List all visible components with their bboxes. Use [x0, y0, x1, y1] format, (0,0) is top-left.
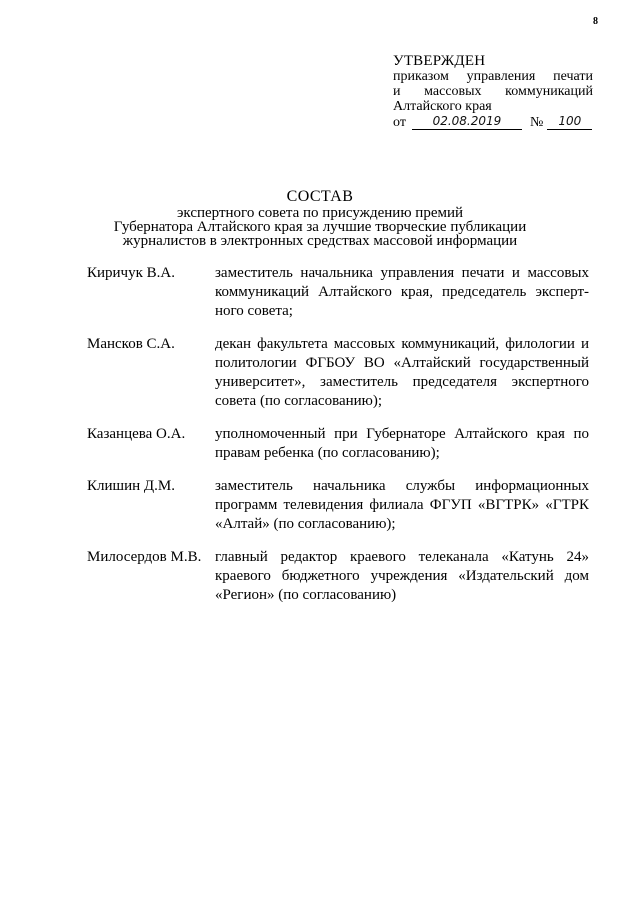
approval-line-1: приказом управления печати: [393, 69, 593, 84]
date-prefix: от: [393, 115, 406, 130]
member-role: заместитель начальника управления печати и массовых коммуникаций Алтайского края, председатель экспертного совета;: [215, 265, 589, 319]
approval-line-3: Алтайского края: [393, 99, 492, 114]
number-sign: №: [529, 115, 544, 130]
document-title: СОСТАВ: [286, 188, 354, 205]
member-role: декан факультета массовых коммуникаций, филологии и политологии ФГБОУ ВО «Алтайский государственный университет», заместитель председателя экспертного совета (по согласованию);: [215, 336, 589, 409]
member-name: Клишин Д.М.: [87, 478, 175, 494]
approval-date-number-line: [393, 114, 593, 130]
member-role: главный редактор краевого телеканала «Катунь 24» краевого бюджетного учреждения «Издательский дом «Регион» (по согласованию): [215, 549, 589, 603]
document-title-block: [100, 190, 540, 248]
member-row: [87, 264, 589, 321]
member-name: Милосердов М.В.: [87, 549, 202, 565]
member-name: Казанцева О.А.: [87, 426, 186, 442]
approval-heading: УТВЕРЖДЕН: [393, 53, 486, 69]
member-role: заместитель начальника службы информационных программ телевидения филиала ФГУП «ВГТРК» «ГТРК «Алтай» (по согласованию);: [215, 478, 589, 532]
member-row: [87, 425, 589, 463]
member-role: уполномоченный при Губернаторе Алтайского края по правам ребенка (по согласованию);: [215, 426, 589, 461]
members-list: [87, 264, 589, 619]
member-row: [87, 548, 589, 605]
approval-line-2: и массовых коммуникаций: [393, 84, 593, 99]
subtitle-line-1: экспертного совета по присуждению премий: [176, 205, 464, 221]
handwritten-date: 02.08.2019: [412, 114, 522, 130]
approval-stamp: [393, 54, 593, 130]
subtitle-line-2: Губернатора Алтайского края за лучшие творческие публикации: [113, 219, 527, 235]
handwritten-number: 100: [547, 114, 592, 130]
member-row: [87, 477, 589, 534]
member-row: [87, 335, 589, 411]
subtitle-line-3: журналистов в электронных средствах массовой информации: [122, 233, 518, 249]
member-name: Мансков С.А.: [87, 336, 175, 352]
member-name: Киричук В.А.: [87, 265, 175, 281]
page-number: 8: [593, 16, 598, 27]
